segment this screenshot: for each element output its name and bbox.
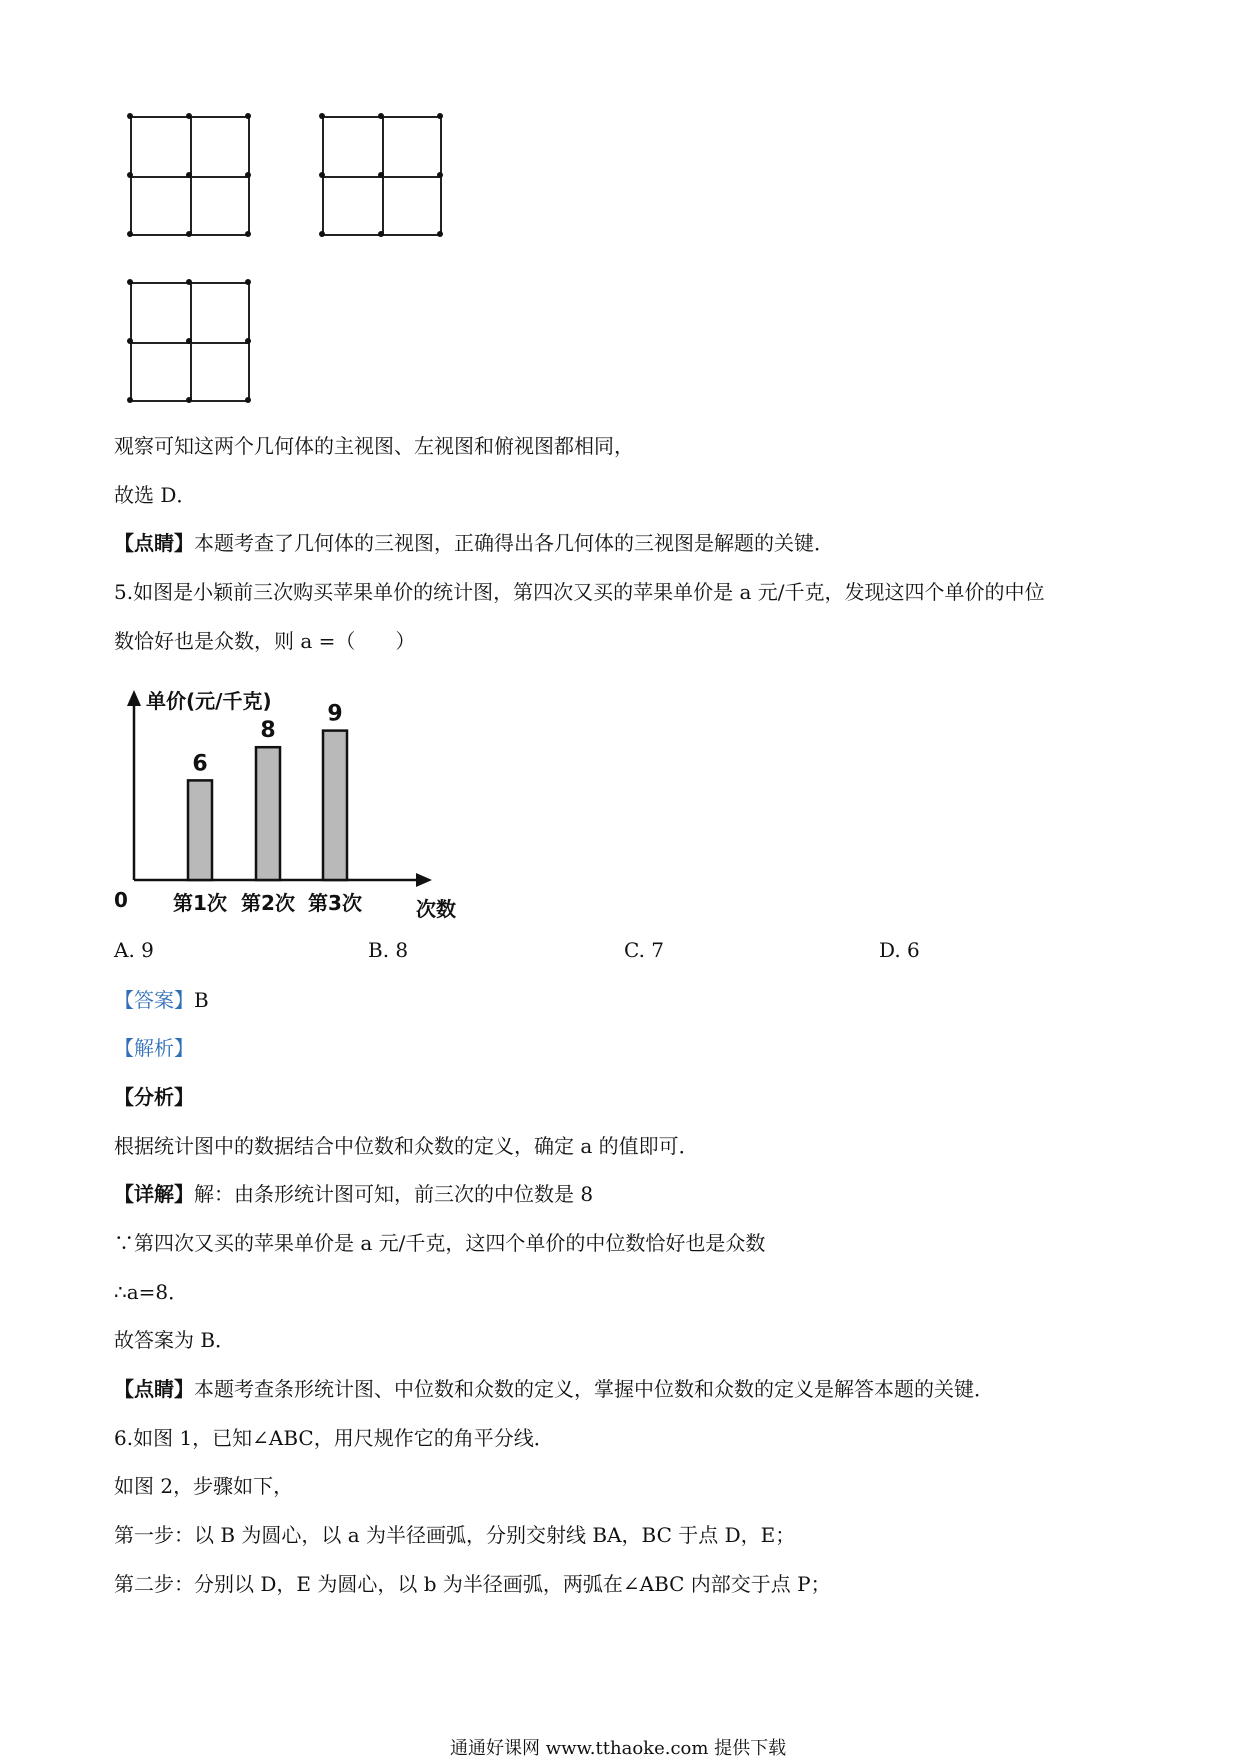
- grid-vertex-dot: [245, 397, 251, 403]
- grid-vertex-dot: [186, 172, 192, 178]
- grid-vertex-dot: [127, 172, 133, 178]
- grid-vertex-dot: [437, 172, 443, 178]
- data-label: 6: [192, 751, 208, 777]
- grid-vertex-dot: [245, 338, 251, 344]
- detail-text: 解：由条形统计图可知，前三次的中位数是 8: [194, 1182, 594, 1206]
- grid-vertex-dot: [186, 397, 192, 403]
- dianjing-tag-2: 【点睛】: [114, 1377, 194, 1401]
- therefore-line: ∴a=8．: [114, 1280, 189, 1304]
- y-axis-arrow: [127, 690, 141, 706]
- grid-vertex-dot: [186, 338, 192, 344]
- so-answer-line: 故答案为 B．: [114, 1328, 236, 1352]
- fenxi-tag: 【分析】: [114, 1085, 194, 1109]
- x-tick-label: 第1次: [173, 891, 227, 915]
- grid-vertex-dot: [378, 172, 384, 178]
- grid-vertex-dot: [245, 113, 251, 119]
- bar: [188, 780, 212, 880]
- answer-line: [114, 986, 209, 1014]
- grid-vertex-dot: [186, 113, 192, 119]
- grid-vertex-dot: [319, 172, 325, 178]
- observe-text: 观察可知这两个几何体的主视图、左视图和俯视图都相同，: [114, 434, 634, 458]
- answer-value: B: [194, 988, 209, 1012]
- grid-vertex-dot: [437, 113, 443, 119]
- option-c: C. 7: [624, 938, 665, 962]
- detail-line: [114, 1180, 593, 1208]
- grid-vertex-dot: [186, 231, 192, 237]
- origin-label: 0: [114, 888, 128, 912]
- dianjing-1-text: 本题考查了几何体的三视图，正确得出各几何体的三视图是解题的关键．: [194, 531, 834, 555]
- grid-vertex-dot: [378, 231, 384, 237]
- question-6-step-1: 第一步：以 B 为圆心，以 a 为半径画弧，分别交射线 BA，BC 于点 D，E；: [114, 1523, 796, 1547]
- grid-vertex-dot: [245, 279, 251, 285]
- answer-tag: 【答案】: [114, 988, 194, 1012]
- option-a: A. 9: [114, 938, 154, 962]
- price-bar-chart: [110, 680, 470, 920]
- question-5-line-2: 数恰好也是众数，则 a =（ ）: [114, 629, 416, 653]
- analysis-tag: 【解析】: [114, 1036, 194, 1060]
- option-b: B. 8: [368, 938, 409, 962]
- grid-vertex-dot: [127, 397, 133, 403]
- grid-vertex-dot: [245, 172, 251, 178]
- dianjing-1: [114, 529, 834, 557]
- bar: [323, 731, 347, 880]
- detail-tag: 【详解】: [114, 1182, 194, 1206]
- x-axis-arrow: [416, 873, 432, 887]
- footer-text: 通通好课网 www.tthaoke.com 提供下载: [450, 1738, 787, 1759]
- choose-d-text: 故选 D．: [114, 483, 197, 507]
- grid-vertex-dot: [127, 113, 133, 119]
- because-line: ∵第四次又买的苹果单价是 a 元/千克，这四个单价的中位数恰好也是众数: [114, 1231, 766, 1255]
- question-6-line-1: 6.如图 1，已知∠ABC，用尺规作它的角平分线．: [114, 1426, 554, 1450]
- dianjing-2-text: 本题考查条形统计图、中位数和众数的定义，掌握中位数和众数的定义是解答本题的关键．: [194, 1377, 994, 1401]
- data-label: 8: [260, 718, 276, 744]
- x-axis-label: 次数: [416, 897, 456, 920]
- grid-vertex-dot: [127, 231, 133, 237]
- question-6-line-2: 如图 2，步骤如下，: [114, 1474, 294, 1498]
- question-6-step-2: 第二步：分别以 D，E 为圆心，以 b 为半径画弧，两弧在∠ABC 内部交于点 P；: [114, 1572, 831, 1596]
- grid-vertex-dot: [186, 279, 192, 285]
- x-tick-label: 第3次: [308, 891, 362, 915]
- question-5-line-1: 5.如图是小颖前三次购买苹果单价的统计图，第四次又买的苹果单价是 a 元/千克，发现这四个单价的中位: [114, 580, 1045, 604]
- grid-vertex-dot: [127, 338, 133, 344]
- y-axis-label: 单价(元/千克): [146, 689, 272, 713]
- grid-vertex-dot: [437, 231, 443, 237]
- grid-vertex-dot: [245, 231, 251, 237]
- grid-vertex-dot: [319, 231, 325, 237]
- bar: [256, 747, 280, 880]
- x-tick-label: 第2次: [241, 891, 295, 915]
- option-d: D. 6: [879, 938, 920, 962]
- fenxi-text: 根据统计图中的数据结合中位数和众数的定义，确定 a 的值即可．: [114, 1134, 699, 1158]
- data-label: 9: [327, 701, 343, 727]
- grid-vertex-dot: [127, 279, 133, 285]
- grid-vertex-dot: [378, 113, 384, 119]
- dianjing-2: [114, 1375, 994, 1403]
- dianjing-tag: 【点睛】: [114, 531, 194, 555]
- grid-vertex-dot: [319, 113, 325, 119]
